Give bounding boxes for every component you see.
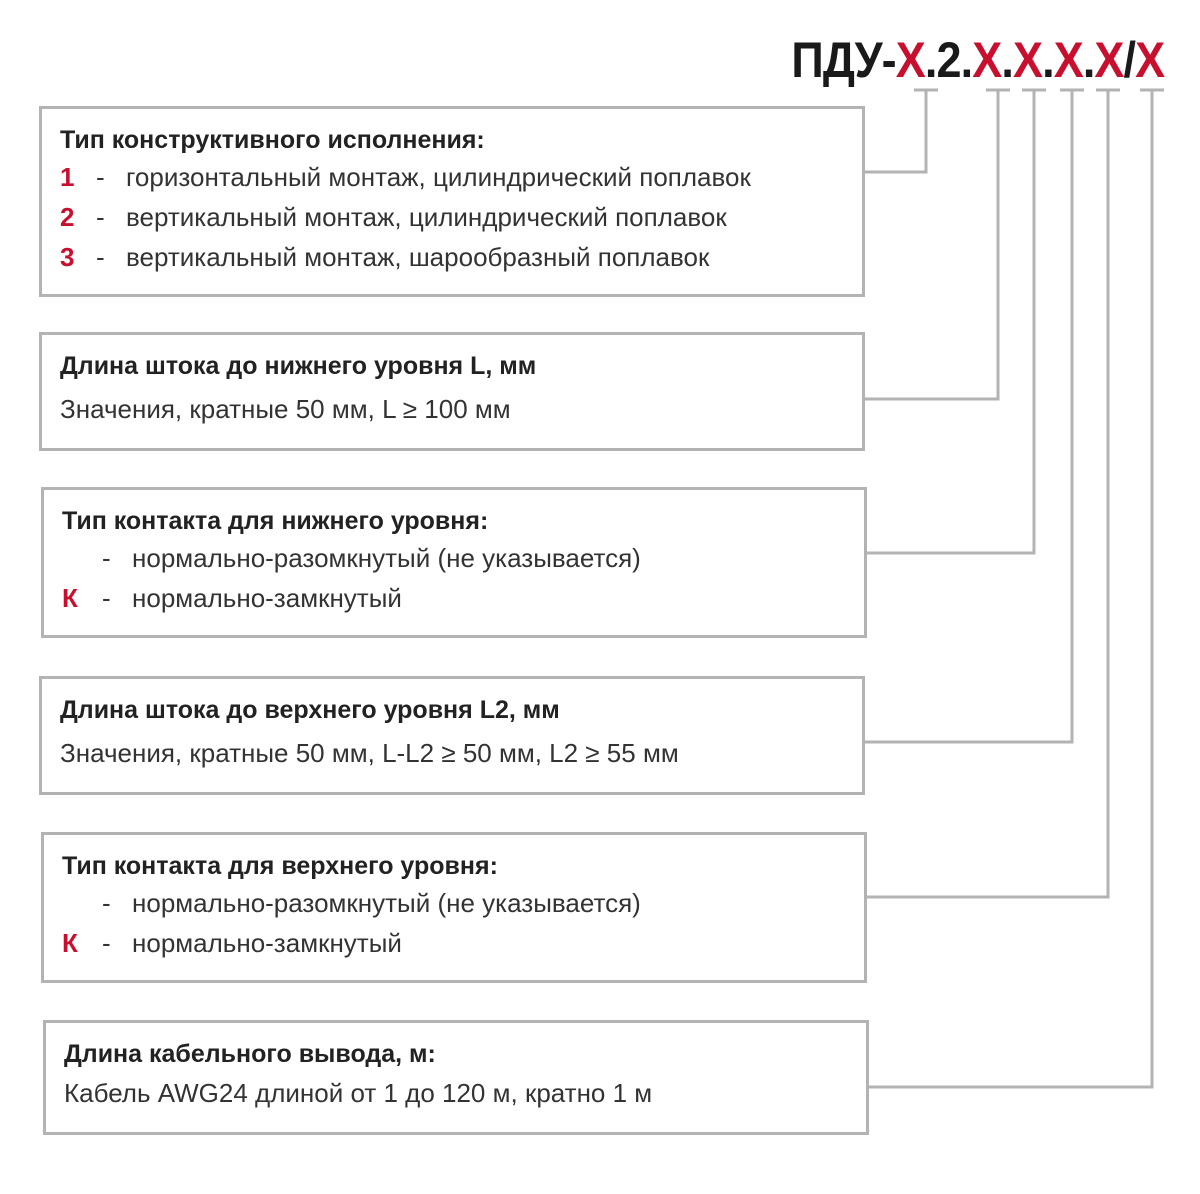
option-text: нормально-замкнутый bbox=[132, 928, 402, 958]
option-row: 3 - вертикальный монтаж, шарообразный поплавок bbox=[60, 237, 862, 277]
code-var-5: X bbox=[1094, 32, 1124, 88]
option-row: 2 - вертикальный монтаж, цилиндрический поплавок bbox=[60, 197, 862, 237]
connector-5 bbox=[866, 90, 1120, 897]
code-slash: / bbox=[1123, 32, 1135, 88]
option-key: К bbox=[62, 928, 78, 958]
code-var-4: X bbox=[1053, 32, 1083, 88]
box-cable-length bbox=[43, 1020, 869, 1135]
option-text: горизонтальный монтаж, цилиндрический поплавок bbox=[126, 162, 751, 192]
box-lower-rod-length bbox=[39, 332, 865, 451]
option-key: 2 bbox=[60, 202, 75, 232]
box-upper-rod-length bbox=[39, 676, 865, 795]
box-text: Кабель AWG24 длиной от 1 до 120 м, кратно 1 м bbox=[64, 1078, 653, 1108]
option-key: К bbox=[62, 583, 78, 613]
option-text: нормально-замкнутый bbox=[132, 583, 402, 613]
box-title: Тип конструктивного исполнения: bbox=[60, 126, 485, 154]
option-row: - нормально-разомкнутый (не указывается) bbox=[102, 543, 641, 573]
code-sep: . bbox=[1041, 32, 1054, 88]
option-key: 3 bbox=[60, 242, 75, 272]
box-lower-contact-type bbox=[41, 487, 867, 638]
code-prefix: ПДУ- bbox=[791, 32, 896, 88]
option-text: нормально-разомкнутый (не указывается) bbox=[132, 888, 641, 918]
option-text: нормально-разомкнутый (не указывается) bbox=[132, 543, 641, 573]
box-title: Длина штока до верхнего уровня L2, мм bbox=[60, 696, 560, 724]
code-sep: .2. bbox=[924, 32, 972, 88]
connector-4 bbox=[864, 90, 1084, 742]
connector-2 bbox=[864, 90, 1010, 399]
code-var-3: X bbox=[1012, 32, 1042, 88]
option-row: К - нормально-замкнутый bbox=[62, 923, 864, 963]
box-title: Длина штока до нижнего уровня L, мм bbox=[60, 352, 537, 380]
box-title: Тип контакта для нижнего уровня: bbox=[62, 507, 489, 535]
box-construction-type bbox=[39, 106, 865, 297]
box-text: Значения, кратные 50 мм, L ≥ 100 мм bbox=[60, 394, 511, 424]
box-upper-contact-type bbox=[41, 832, 867, 983]
code-var-6: X bbox=[1134, 32, 1164, 88]
connector-1 bbox=[864, 90, 938, 172]
box-text: Значения, кратные 50 мм, L-L2 ≥ 50 мм, L2 ≥ 55 мм bbox=[60, 738, 679, 768]
box-title: Длина кабельного вывода, м: bbox=[64, 1040, 436, 1068]
connector-3 bbox=[866, 90, 1046, 553]
box-title: Тип контакта для верхнего уровня: bbox=[62, 852, 498, 880]
code-var-1: X bbox=[895, 32, 925, 88]
code-sep: . bbox=[1001, 32, 1013, 88]
option-row: - нормально-разомкнутый (не указывается) bbox=[102, 888, 641, 918]
option-key: 1 bbox=[60, 162, 75, 192]
option-text: вертикальный монтаж, шарообразный поплавок bbox=[126, 242, 710, 272]
option-text: вертикальный монтаж, цилиндрический поплавок bbox=[126, 202, 727, 232]
connector-6 bbox=[868, 90, 1164, 1087]
option-row: 1 - горизонтальный монтаж, цилиндрический поплавок bbox=[60, 157, 862, 197]
code-var-2: X bbox=[971, 32, 1002, 88]
option-row: К - нормально-замкнутый bbox=[62, 578, 864, 618]
code-sep: . bbox=[1082, 32, 1095, 88]
